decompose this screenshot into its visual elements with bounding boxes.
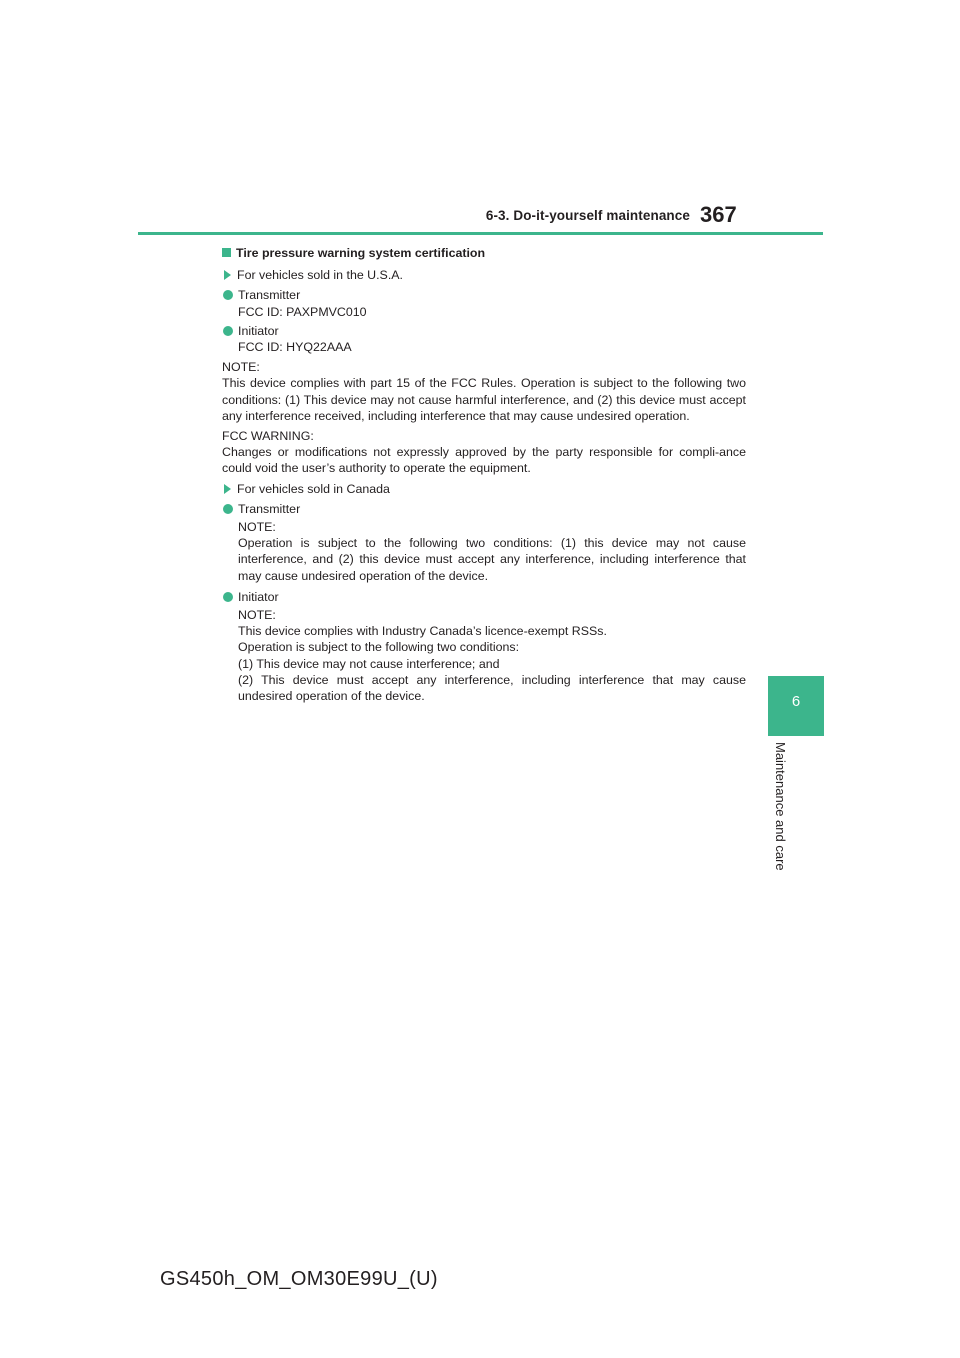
chapter-title: Maintenance and care xyxy=(773,742,788,871)
circle-bullet-icon xyxy=(223,290,233,300)
canada-initiator-item xyxy=(222,589,746,605)
canada-initiator-line4: (2) This device must accept any interference, including interference that may cause undesired operation of the device. xyxy=(238,672,746,704)
circle-bullet-icon xyxy=(223,592,233,602)
usa-warning-title: FCC WARNING: xyxy=(222,429,314,444)
canada-transmitter-note xyxy=(222,519,746,584)
circle-bullet-icon xyxy=(223,326,233,336)
canada-initiator-note xyxy=(222,607,746,704)
canada-subheading xyxy=(224,481,746,497)
section-title: 6-3. Do-it-yourself maintenance xyxy=(485,208,690,223)
usa-transmitter-title: Transmitter xyxy=(238,288,301,303)
canada-transmitter-item xyxy=(222,501,746,517)
triangle-bullet-icon xyxy=(224,270,231,280)
usa-transmitter-id: FCC ID: PAXPMVC010 xyxy=(238,304,367,319)
chapter-tab xyxy=(768,676,824,736)
circle-bullet-icon xyxy=(223,504,233,514)
triangle-bullet-icon xyxy=(224,484,231,494)
canada-transmitter-note-text: Operation is subject to the following two conditions: (1) this device may not cause interference, and (2) this device must accept any interference, including interference that may cause undesired operation of the device. xyxy=(238,536,746,583)
canada-initiator-line3: (1) This device may not cause interference; and xyxy=(238,656,500,671)
page-number: 367 xyxy=(700,202,737,227)
canada-initiator-line1: This device complies with Industry Canada’s licence-exempt RSSs. xyxy=(238,624,607,639)
main-content xyxy=(222,245,746,704)
section-heading-text: Tire pressure warning system certification xyxy=(236,246,486,260)
usa-initiator-id: FCC ID: HYQ22AAA xyxy=(238,340,352,355)
chapter-number: 6 xyxy=(791,693,801,710)
usa-subheading-text: For vehicles sold in the U.S.A. xyxy=(237,268,403,283)
canada-transmitter-title: Transmitter xyxy=(238,501,301,516)
canada-transmitter-note-title: NOTE: xyxy=(238,520,276,535)
canada-initiator-line2: Operation is subject to the following two conditions: xyxy=(238,640,520,655)
usa-initiator-title: Initiator xyxy=(238,323,279,338)
usa-note-title: NOTE: xyxy=(222,360,260,375)
usa-initiator-item xyxy=(222,323,746,355)
usa-subheading xyxy=(224,267,746,283)
header-divider xyxy=(138,232,823,235)
canada-initiator-title: Initiator xyxy=(238,589,279,604)
usa-warning-text: Changes or modifications not expressly approved by the party responsible for compli-ance could void the user’s authority to operate the equipment. xyxy=(222,445,746,476)
square-bullet-icon xyxy=(222,248,231,257)
model-code: GS450h_OM_OM30E99U_(U) xyxy=(160,1268,438,1290)
chapter-title-wrap xyxy=(768,742,790,892)
usa-transmitter-item xyxy=(222,287,746,319)
section-heading xyxy=(222,245,746,261)
canada-initiator-note-title: NOTE: xyxy=(238,608,276,623)
canada-subheading-text: For vehicles sold in Canada xyxy=(237,481,390,496)
usa-note-text: This device complies with part 15 of the FCC Rules. Operation is subject to the following two conditions: (1) This device may not cause harmful interference, and (2) this device must accept any interference received, including interference that may cause undesired operation. xyxy=(222,376,746,423)
